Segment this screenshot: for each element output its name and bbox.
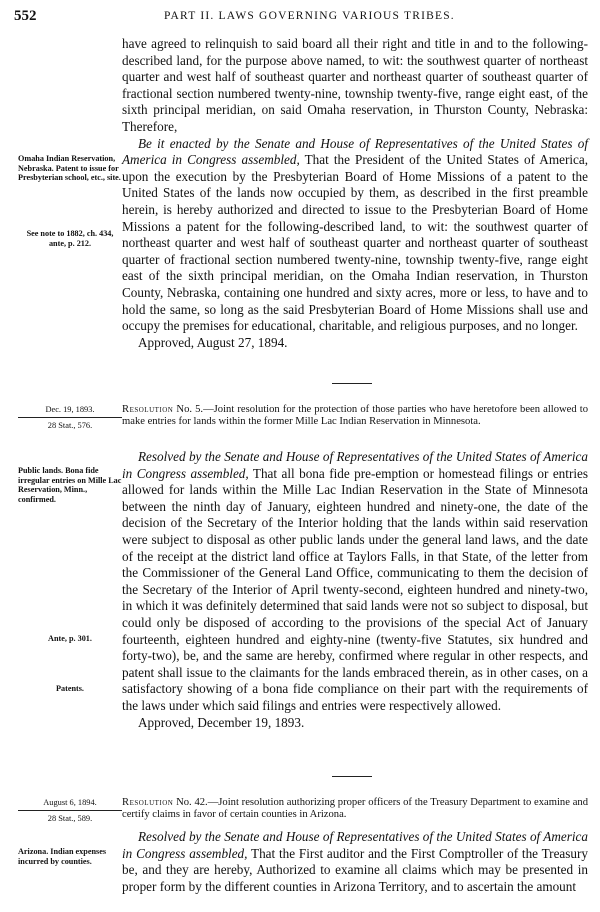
statute-citation: 28 Stat., 576. xyxy=(18,417,122,431)
enacting-text: That the President of the United States of America, upon the execution by the Presbyterian Board of Home Missions of a patent to the United States of the lands now occupied by them, as described in the first preamble herein, is hereby authorized and directed to issue to the Presbyterian Board of Home Missions a patent for the following-described land, to wit: the southwest quarter of northeast quarter and west half of southeast quarter and northeast quarter of southeast quarter of fractional section numbered twenty-nine, township twenty-five, range eight east of the sixth principal meridian, on the Omaha Indian reservation, in Thurston County, Nebraska, containing one hundred and sixty acres, more or less, to have and to hold the same, so long as the said Presbyterian Board of Home Missions shall use and occupy the premises for educational, charitable, and religious purposes, and no longer. xyxy=(122,152,588,334)
resolved-paragraph xyxy=(122,829,588,895)
preamble-continuation: have agreed to relinquish to said board all their right and title in and to the following-described land, for the purpose above named, to wit: the southwest quarter of northeast quarter and west half of southeast quarter and northeast quarter of southeast quarter of fractional section numbered twenty-nine, township twenty-five, range eight east, of the sixth principal meridian, on said Omaha reservation, in Thurston County, Nebraska: Therefore, xyxy=(122,36,588,134)
resolution-title: No. 5.—Joint resolution for the protection of those parties who have heretofore been allowed to make entries for lands within the former Mille Lac Indian Reservation in Minnesota. xyxy=(122,404,588,428)
margin-note-omaha: Omaha Indian Reservation, Nebraska. Patent to issue for Presbyterian school, etc., site. xyxy=(18,154,121,183)
enactment-date: Dec. 19, 1893. xyxy=(45,405,95,414)
arizona-body xyxy=(122,829,588,895)
resolving-text: That all bona fide pre-emption or homestead filings or entries allowed for lands within the Mille Lac Indian Reservation in the State of Minnesota between the ninth day of January, eighteen hundred and ninety-one, the date of the decision of the Secretary of the Interior holding that the lands within said reservation were subject to disposal as other public lands under the general land laws, and the date of the receipt at the district land office at Taylors Falls, in that State, of the letter from the Commissioner of the General Land Office, communicating to them the decision of the Secretary of the Interior of April twenty-second, eighteen hundred and ninety-two, in which it was definitely determined that said lands were not so subject to disposal, but could only be disposed of according to the provisions of the special Act of January fourteenth, eighteen hundred and eighty-nine (twenty-five Statutes, six hundred and forty-two), be, and the same are hereby, confirmed where regular in other respects, and patent shall issue to the claimants for the lands embraced therein, as in other cases, on a satisfactory showing of a bona fide compliance on their part with the requirements of the laws under which said filings and entries were respectively allowed. xyxy=(122,465,588,713)
enactment-date: August 6, 1894. xyxy=(43,798,97,807)
approval-line: Approved, December 19, 1893. xyxy=(138,714,305,730)
resolved-paragraph xyxy=(122,449,588,715)
section-divider xyxy=(332,383,372,384)
margin-note-patents: Patents. xyxy=(56,684,84,693)
enacting-clause: Be it enacted by the Senate and House of Representatives of the United States of America in Congress assembled, xyxy=(122,135,588,168)
omaha-act-body xyxy=(122,36,588,351)
date-stat-box xyxy=(18,797,122,824)
margin-note-see-note: See note to 1882, ch. 434, ante, p. 212. xyxy=(26,229,114,248)
resolving-clause: Resolved by the Senate and House of Representatives of the United States of America in Congress assembled, xyxy=(122,829,588,861)
margin-note-public-lands: Public lands. Bona fide irregular entries on Mille Lac Reservation, Minn., confirmed. xyxy=(18,466,122,504)
date-stat-box xyxy=(18,404,122,431)
enacting-paragraph xyxy=(122,136,588,335)
approval-line: Approved, August 27, 1894. xyxy=(138,334,288,350)
margin-note-arizona: Arizona. Indian expenses incurred by counties. xyxy=(18,847,107,866)
resolution-label: Resolution xyxy=(122,404,174,415)
resolution-heading xyxy=(122,404,588,429)
page-number: 552 xyxy=(14,8,37,24)
resolving-text: That the First auditor and the First Comptroller of the Treasury be, and they are hereby, Authorized to examine all claims which may be presented in proper form by the different counties in Arizona Territory, and to ascertain the amount xyxy=(122,845,588,894)
resolving-clause: Resolved by the Senate and House of Representatives of the United States of America in Congress assembled, xyxy=(122,449,588,481)
section-divider xyxy=(332,776,372,777)
statute-citation: 28 Stat., 589. xyxy=(18,810,122,824)
margin-note-ante: Ante, p. 301. xyxy=(48,634,92,643)
resolution-label: Resolution xyxy=(122,797,174,808)
running-title: PART II. LAWS GOVERNING VARIOUS TRIBES. xyxy=(164,10,455,22)
resolution-title: No. 42.—Joint resolution authorizing proper officers of the Treasury Department to examine and certify claims in favor of certain counties in Arizona. xyxy=(122,797,588,821)
running-header xyxy=(14,8,586,26)
mille-lac-body xyxy=(122,449,588,731)
resolution-heading xyxy=(122,797,588,822)
